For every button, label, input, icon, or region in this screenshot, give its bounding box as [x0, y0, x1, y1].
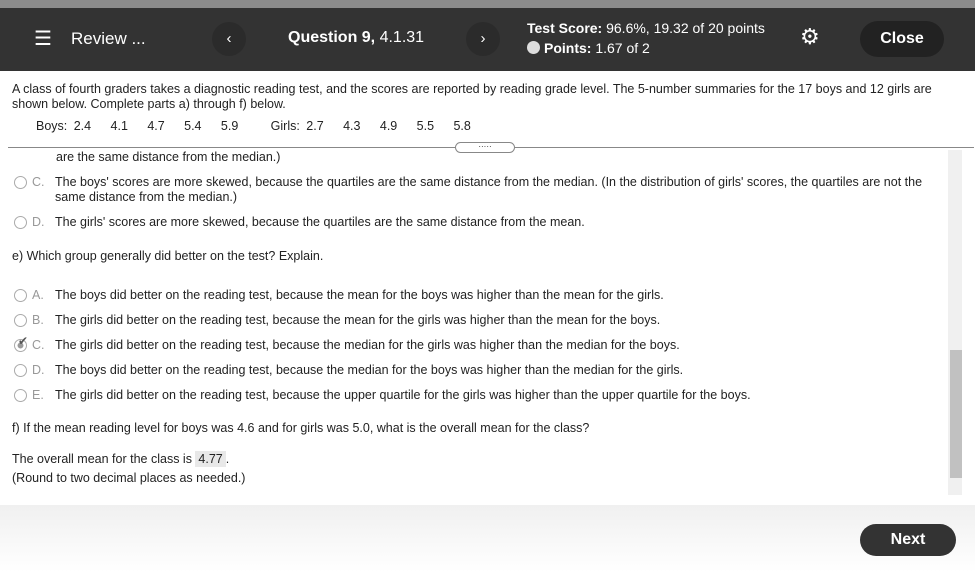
option-letter: A.: [32, 288, 44, 302]
option-letter: C.: [32, 175, 45, 189]
option-d-c[interactable]: [14, 175, 925, 205]
next-question-button[interactable]: ›: [466, 22, 500, 56]
radio-button[interactable]: [14, 364, 27, 377]
option-text: The boys did better on the reading test, because the median for the boys was higher than the median for the girls.: [55, 363, 684, 377]
option-letter: E.: [32, 388, 44, 402]
question-f: f) If the mean reading level for boys was 4.6 and for girls was 5.0, what is the overall mean for the class?: [12, 421, 590, 435]
option-text: The girls did better on the reading test, because the mean for the girls was higher than the mean for the boys.: [55, 313, 661, 327]
settings-icon[interactable]: ⚙: [800, 24, 820, 49]
option-text: The girls did better on the reading test, because the median for the girls was higher than the median for the boys.: [55, 338, 680, 352]
menu-icon[interactable]: ☰: [34, 28, 52, 50]
option-e-a[interactable]: [14, 288, 925, 303]
scrollbar-thumb[interactable]: [950, 350, 962, 478]
option-e-c[interactable]: [14, 334, 925, 353]
radio-button[interactable]: [14, 289, 27, 302]
points: Points: 1.67 of 2: [527, 40, 650, 56]
option-d-d[interactable]: [14, 215, 925, 230]
option-letter: D.: [32, 363, 45, 377]
option-letter: C.: [32, 338, 45, 352]
option-text: The girls did better on the reading test, because the upper quartile for the girls was higher than the upper quartile for the boys.: [55, 388, 751, 402]
close-button[interactable]: Close: [860, 21, 944, 57]
partial-credit-icon: [527, 41, 540, 54]
test-score: Test Score: 96.6%, 19.32 of 20 points: [527, 20, 765, 36]
question-e: e) Which group generally did better on the test? Explain.: [12, 249, 324, 263]
radio-button[interactable]: [14, 314, 27, 327]
radio-button[interactable]: [14, 389, 27, 402]
radio-selected-check-icon[interactable]: ✔: [14, 339, 27, 352]
top-strip: [0, 0, 975, 8]
f-answer-line: The overall mean for the class is 4.77 .: [12, 452, 230, 466]
answer-box[interactable]: 4.77: [195, 451, 225, 467]
question-title: Question 9, 4.1.31: [288, 29, 425, 46]
header-bar: [0, 8, 975, 71]
resize-handle[interactable]: ·····: [455, 142, 515, 153]
option-text: The girls' scores are more skewed, because the quartiles are the same distance from the mean.: [55, 215, 585, 229]
radio-button[interactable]: [14, 176, 27, 189]
answer-scroll-area: [0, 150, 962, 495]
option-e-d[interactable]: [14, 363, 925, 378]
radio-button[interactable]: [14, 216, 27, 229]
next-button[interactable]: Next: [860, 524, 956, 556]
option-letter: B.: [32, 313, 44, 327]
question-intro: A class of fourth graders takes a diagnostic reading test, and the scores are reported by reading grade level. The 5-number summaries for the 17 boys and 12 girls are shown below. Complete parts a) through f) below.: [12, 82, 932, 111]
option-e-e[interactable]: [14, 388, 925, 403]
option-letter: D.: [32, 215, 45, 229]
rounding-note: (Round to two decimal places as needed.): [12, 471, 246, 485]
partial-text: are the same distance from the median.): [56, 150, 281, 164]
option-text: The boys did better on the reading test, because the mean for the boys was higher than the mean for the girls.: [55, 288, 664, 302]
footer: [0, 505, 975, 572]
five-number-summaries: Boys: 2.4 4.1 4.7 5.4 5.9 Girls: 2.7 4.3 4.9 5.5 5.8: [36, 119, 471, 133]
option-text: The boys' scores are more skewed, because the quartiles are the same distance from the median. (In the distribution of girls' scores, the quartiles are not the same distance from the median.): [55, 175, 923, 204]
previous-question-button[interactable]: ‹: [212, 22, 246, 56]
option-e-b[interactable]: [14, 313, 925, 328]
review-menu[interactable]: Review ...: [71, 29, 146, 48]
